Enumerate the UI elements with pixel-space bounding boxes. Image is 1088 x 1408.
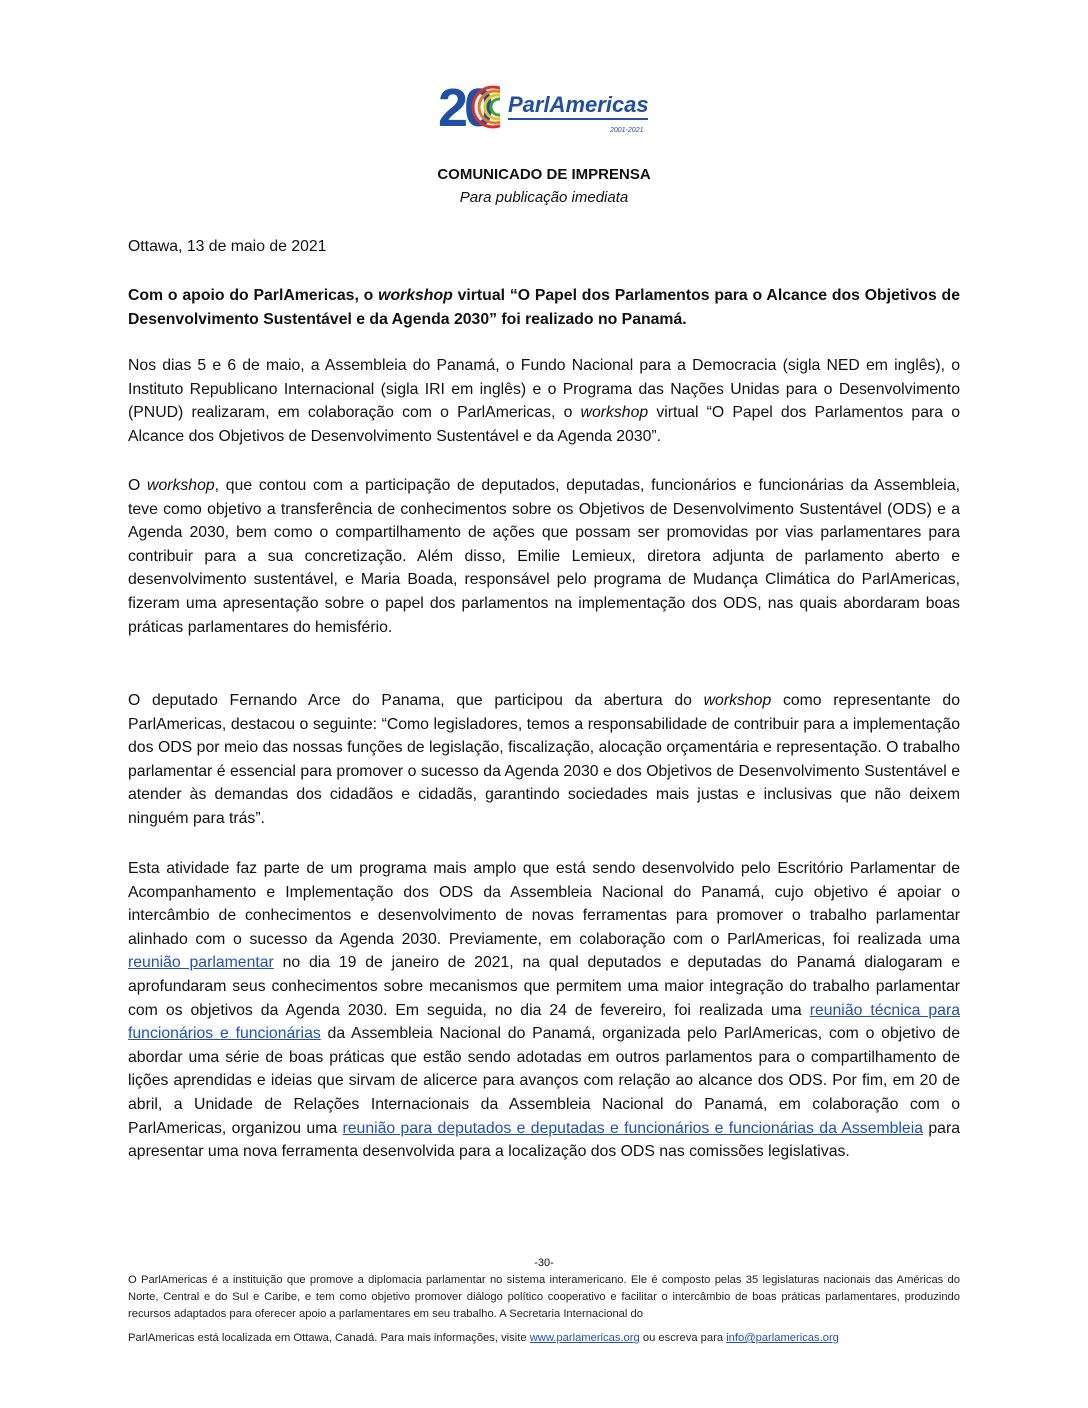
logo-numeral: 20 xyxy=(438,78,491,138)
p2-text-b: , que contou com a participação de deputados, deputadas, funcionários e funcionárias da Assembleia, teve como objetivo a transferência de conhecimentos sobre os Objetivos de Desenvolvimento Sustentável (ODS) e a Agenda 2030, bem como o compartilhamento de ações que possam ser promovidas por vias parlamentares para contribuir para a sua concretização. Além disso, Emilie Lemieux, diretora adjunta de parlamento aberto e desenvolvimento sustentável, e Maria Boada, responsável pelo programa de Mudança Climática do ParlAmericas, fizeram uma apresentação sobre o papel dos parlamentos na implementação dos ODS, nas quais abordaram boas práticas parlamentares do hemisfério. xyxy=(128,477,960,636)
link-reuniao-deputados[interactable]: reunião para deputados e deputadas e funcionários e funcionárias da Assembleia xyxy=(342,1119,924,1137)
footer xyxy=(128,1272,960,1347)
logo-underline xyxy=(508,118,648,120)
paragraph-4 xyxy=(128,857,960,1164)
p1-emphasis: workshop xyxy=(580,404,649,422)
p4-text-c: da Assembleia Nacional do Panamá, organizada pelo ParlAmericas, com o objetivo de abordar uma série de boas práticas que estão sendo adotadas em outros parlamentos para o compartilhamento de lições aprendidas e ideias que sirvam de alicerce para avanços com relação ao alcance dos ODS. Por fim, em 20 de abril, a Unidade de Relações Internacionais da Assembleia Nacional do Panamá, em colaboração com o ParlAmericas, organizou uma xyxy=(128,1025,960,1137)
document-subtitle: Para publicação imediata xyxy=(459,189,629,206)
footer-website-link[interactable]: www.parlamericas.org xyxy=(529,1332,640,1344)
document-title: COMUNICADO DE IMPRENSA xyxy=(437,166,651,183)
p3-emphasis: workshop xyxy=(703,692,772,709)
link-reuniao-parlamentar[interactable]: reunião parlamentar xyxy=(128,954,274,972)
p3-text-b: como representante do ParlAmericas, destacou o seguinte: “Como legisladores, temos a responsabilidade de contribuir para a implementação dos ODS por meio das nossas funções de legislação, fiscalização, alocação orçamentária e representação. O trabalho parlamentar é essencial para promover o sucesso da Agenda 2030 e dos Objetivos de Desenvolvimento Sustentável e atender às demandas dos cidadãos e cidadãs, garantindo sociedades mais justas e inclusivas que não deixem ninguém para trás”. xyxy=(128,692,961,827)
p1-text-a: Nos dias 5 e 6 de maio, a Assembleia do Panamá, o Fundo Nacional para a Democracia (sigla NED em inglês), o Instituto Republicano Internacional (sigla IRI em inglês) e o Programa das Nações Unidas para o Desenvolvimento (PNUD) realizaram, em colaboração com o ParlAmericas, o xyxy=(128,357,960,422)
paragraph-2 xyxy=(128,474,960,639)
footer-text: O ParlAmericas é a instituição que promove a diplomacia parlamentar no sistema interamericano. Ele é composto pelas 35 legislaturas nacionais das Américas do Norte, Central e do Sul e Caribe, e tem como objetivo promover diálogo político cooperativo e facilitar o intercâmbio de boas práticas parlamentares, produzindo recursos adaptados para oferecer apoio a parlamentares em seu trabalho. A Secretaria Internacional do xyxy=(128,1274,960,1320)
lead-text-b: virtual “O Papel dos Parlamentos para o Alcance dos Objetivos de Desenvolvimento Sustentável e da Agenda 2030” foi realizado no Panamá. xyxy=(128,287,960,328)
p2-emphasis: workshop xyxy=(147,477,215,494)
footer-last-b: ou escreva para xyxy=(639,1332,727,1344)
p4-text-a: Esta atividade faz parte de um programa mais amplo que está sendo desenvolvido pelo Escritório Parlamentar de Acompanhamento e Implementação dos ODS da Assembleia Nacional do Panamá, cujo objetivo é apoiar o intercâmbio de conhecimentos e desenvolvimento de novas ferramentas para promover o trabalho parlamentar alinhado com o sucesso da Agenda 2030. Previamente, em colaboração com o ParlAmericas, foi realizada uma xyxy=(128,860,960,948)
footer-last-a: ParlAmericas está localizada em Ottawa, Canadá. Para mais informações, visite xyxy=(128,1332,530,1344)
end-marker: -30- xyxy=(534,1257,554,1269)
logo-years: 2001-2021 xyxy=(610,127,644,134)
p4-text-d: para apresentar uma nova ferramenta desenvolvida para a localização dos ODS nas comissões legislativas. xyxy=(128,1119,961,1161)
p1-text-b: virtual “O Papel dos Parlamentos para o Alcance dos Objetivos de Desenvolvimento Sustentável e da Agenda 2030”. xyxy=(128,404,960,445)
link-reuniao-tecnica[interactable]: reunião técnica para funcionários e funcionárias xyxy=(128,1001,960,1043)
paragraph-3 xyxy=(128,689,960,831)
lead-emphasis: workshop xyxy=(378,287,453,304)
logo-name: ParlAmericas xyxy=(508,92,649,117)
p3-text-a: O deputado Fernando Arce do Panama, que participou da abertura do xyxy=(128,692,704,709)
dateline: Ottawa, 13 de maio de 2021 xyxy=(128,238,327,255)
lead-text-a: Com o apoio do ParlAmericas, o xyxy=(128,287,379,304)
lead-paragraph xyxy=(128,284,960,331)
paragraph-1 xyxy=(128,354,960,448)
p2-text-a: O xyxy=(128,477,148,494)
parlamericas-20-years-logo xyxy=(438,76,650,138)
p4-text-b: no dia 19 de janeiro de 2021, na qual deputados e deputadas do Panamá dialogaram e aprofundaram seus conhecimentos sobre mecanismos que permitem uma maior integração do trabalho parlamentar com os objetivos da Agenda 2030. Em seguida, no dia 24 de fevereiro, foi realizada uma xyxy=(128,954,960,1019)
footer-last-line xyxy=(128,1330,960,1347)
footer-email-link[interactable]: info@parlamericas.org xyxy=(726,1332,839,1344)
